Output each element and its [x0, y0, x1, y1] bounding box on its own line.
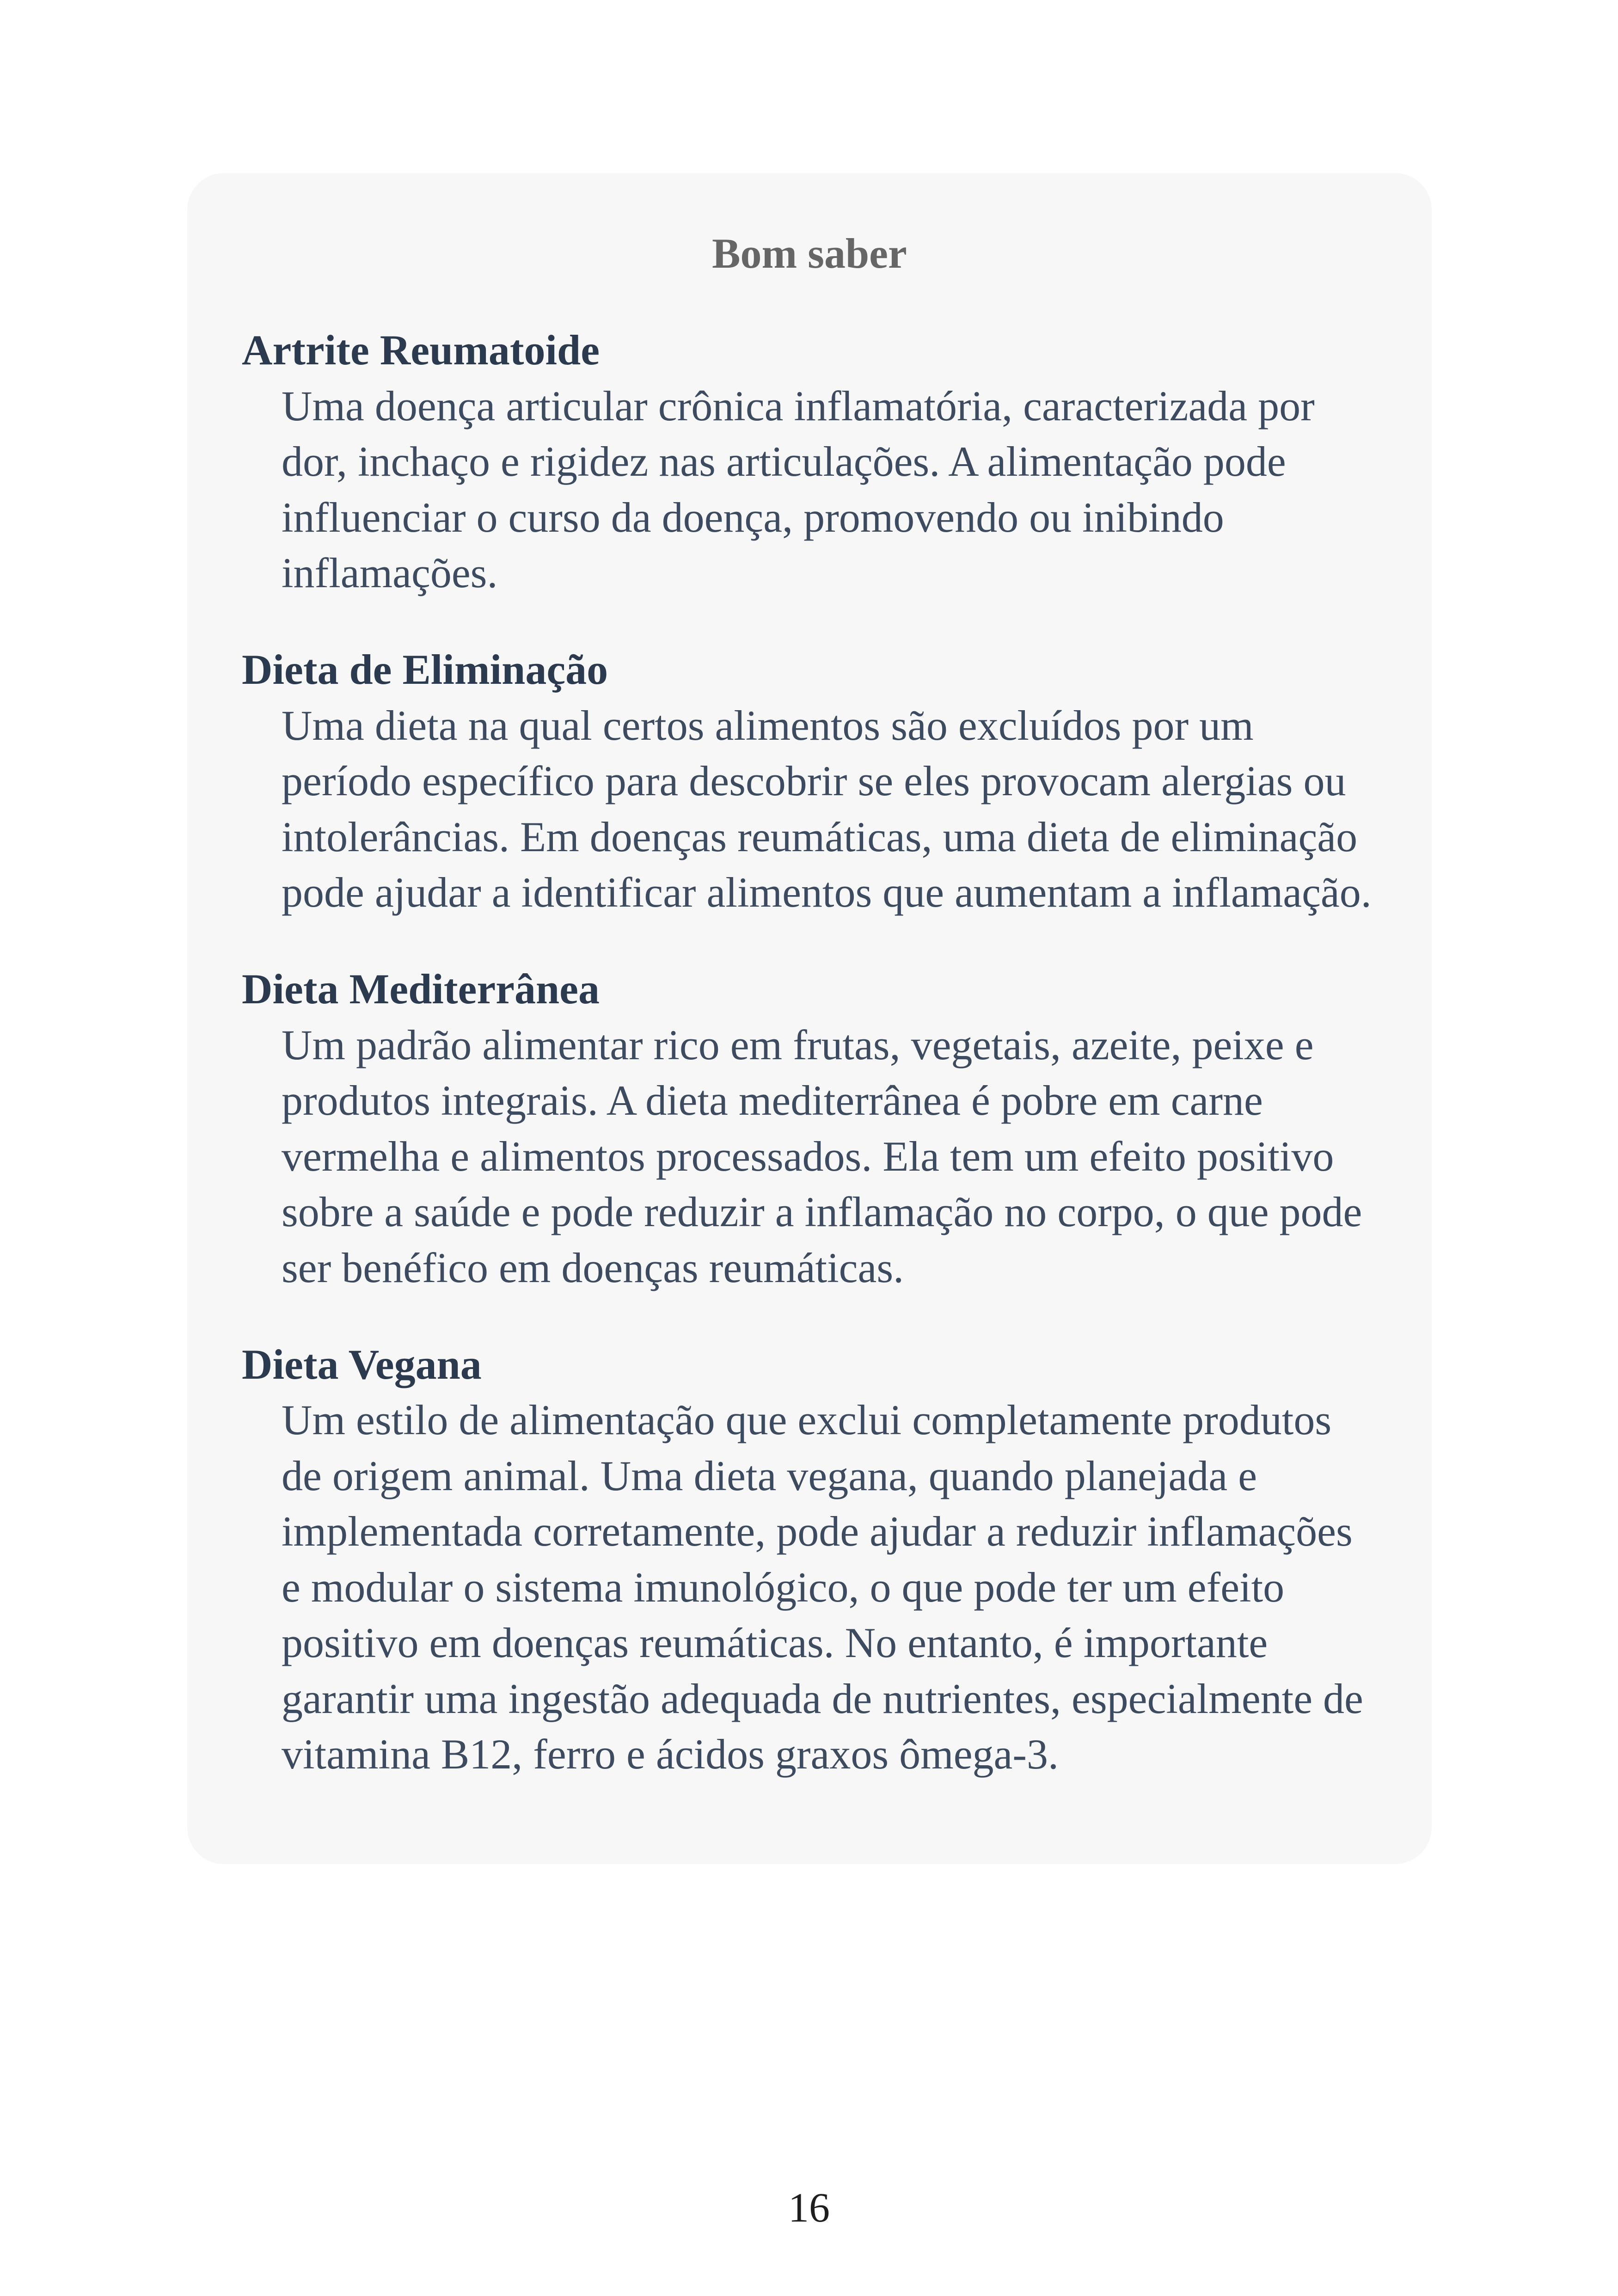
entry-definition-line: sobre a saúde e pode reduzir a inflamação no corpo, o que pode [282, 1188, 1362, 1235]
entry-definition-line: Um estilo de alimentação que exclui completamente produtos [282, 1396, 1332, 1443]
glossary-entry-dieta-vegana [187, 1337, 1432, 1782]
box-title: Bom saber [712, 230, 907, 277]
entry-definition-line: Uma dieta na qual certos alimentos são excluídos por um [282, 701, 1254, 749]
entry-definition-line: vermelha e alimentos processados. Ela tem um efeito positivo [282, 1132, 1334, 1180]
entry-definition-line: inflamações. [282, 549, 498, 596]
entry-term: Artrite Reumatoide [242, 326, 600, 374]
entry-definition-line: de origem animal. Uma dieta vegana, quando planejada e [282, 1452, 1257, 1499]
glossary-entry-dieta-mediterranea [187, 961, 1432, 1295]
entry-term: Dieta de Eliminação [242, 646, 608, 693]
entry-definition-line: produtos integrais. A dieta mediterrânea é pobre em carne [282, 1077, 1263, 1124]
glossary-entry-dieta-de-eliminacao [187, 642, 1432, 921]
entry-definition-line: Uma doença articular crônica inflamatória, caracterizada por [282, 382, 1315, 430]
entry-definition-line: pode ajudar a identificar alimentos que aumentam a inflamação. [282, 869, 1372, 916]
page-number: 16 [788, 2185, 830, 2231]
entry-definition-line: vitamina B12, ferro e ácidos graxos ômega-3. [282, 1731, 1059, 1778]
entry-term: Dieta Mediterrânea [242, 965, 600, 1013]
entry-definition-line: ser benéfico em doenças reumáticas. [282, 1244, 904, 1291]
entry-definition-line: dor, inchaço e rigidez nas articulações. A alimentação pode [282, 438, 1286, 485]
glossary-entry-artrite-reumatoide [187, 322, 1432, 601]
entry-definition-line: Um padrão alimentar rico em frutas, vegetais, azeite, peixe e [282, 1021, 1314, 1068]
bom-saber-box [187, 173, 1432, 1864]
entry-definition-line: intolerâncias. Em doenças reumáticas, uma dieta de eliminação [282, 813, 1358, 860]
entry-term: Dieta Vegana [242, 1340, 482, 1388]
entry-definition-line: implementada corretamente, pode ajudar a reduzir inflamações [282, 1508, 1353, 1555]
entry-definition-line: período específico para descobrir se eles provocam alergias ou [282, 757, 1346, 804]
entry-definition-line: garantir uma ingestão adequada de nutrientes, especialmente de [282, 1675, 1363, 1722]
entry-definition-line: e modular o sistema imunológico, o que pode ter um efeito [282, 1563, 1285, 1611]
entry-definition-line: positivo em doenças reumáticas. No entanto, é importante [282, 1619, 1268, 1666]
entry-definition-line: influenciar o curso da doença, promovendo ou inibindo [282, 493, 1224, 541]
